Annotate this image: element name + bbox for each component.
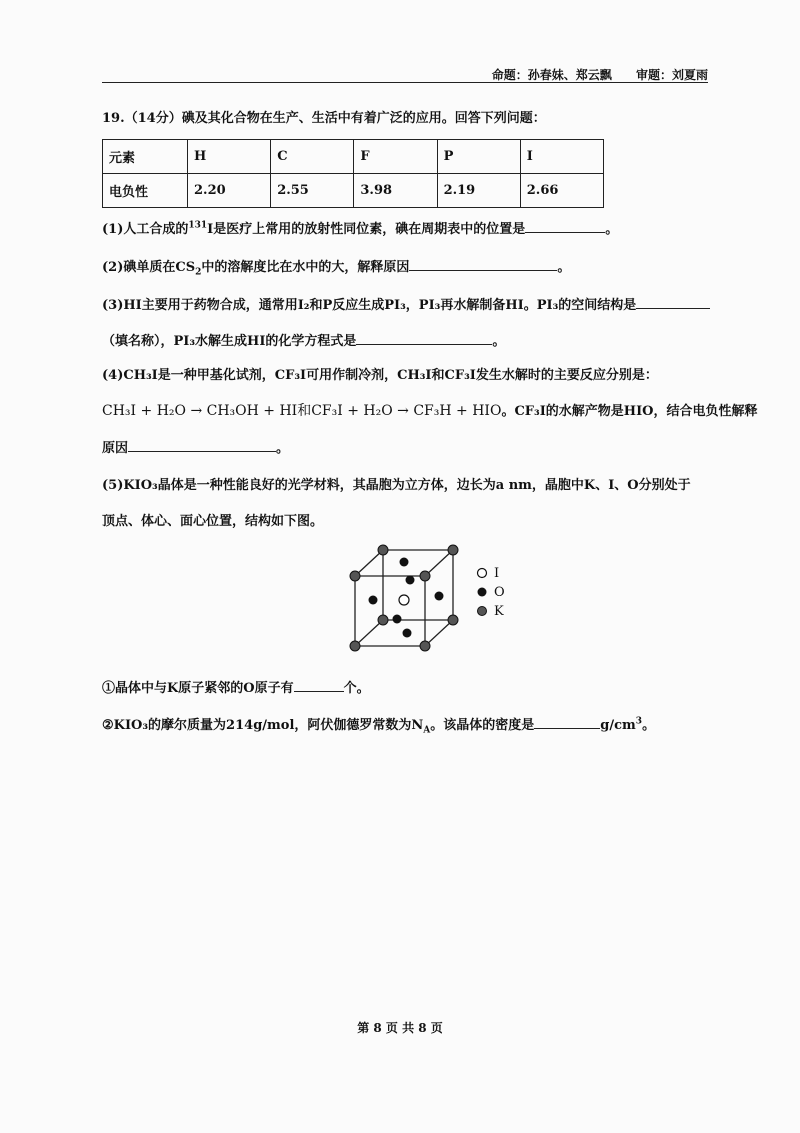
sub2-unit: g/cm (600, 718, 636, 733)
k-atom (350, 571, 360, 581)
table-cell: 2.66 (520, 174, 603, 208)
q2-subscript: 2 (195, 267, 202, 278)
q1-superscript: 131 (188, 220, 208, 231)
q4-line-1 (102, 364, 658, 383)
q3-text-1: (3)HI主要用于药物合成，通常用I₂和P反应生成PI₃，PI₃再水解制备HI。PI₃的空间结构是 (102, 298, 637, 313)
sub1-line (102, 677, 370, 696)
legend-i-marker (478, 569, 487, 578)
legend-i-label: I (494, 566, 500, 581)
header-rule (102, 82, 708, 83)
q4-line-2 (102, 400, 757, 420)
page-footer: 第 8 页 共 8 页 (357, 1021, 443, 1035)
answer-blank[interactable] (534, 716, 600, 729)
answer-blank[interactable] (294, 679, 344, 692)
table-cell: 2.19 (437, 174, 520, 208)
sub2-superscript: 3 (635, 716, 643, 727)
legend-k-label: K (494, 604, 504, 619)
table-cell: F (354, 140, 437, 174)
i-atom (399, 595, 409, 605)
table-cell: I (520, 140, 603, 174)
k-atom (420, 571, 430, 581)
table-row-label: 电负性 (103, 174, 188, 208)
crystal-cell-diagram (345, 540, 525, 660)
electronegativity-table (102, 139, 604, 208)
q3-text-2: （填名称），PI₃水解生成HI的化学方程式是 (102, 334, 357, 349)
q5-text-1: (5)KIO₃晶体是一种性能良好的光学材料，其晶胞为立方体，边长为a nm，晶胞中K、I、O分别处于 (102, 478, 691, 493)
sub1-end: 个。 (343, 681, 370, 696)
question-title (102, 107, 546, 126)
q2-end: 。 (557, 260, 571, 275)
question-intro: 碘及其化合物在生产、生活中有着广泛的应用。回答下列问题： (181, 111, 546, 126)
q2-line (102, 256, 571, 278)
q3-end: 。 (492, 334, 506, 349)
o-atom (400, 558, 409, 567)
table-cell: 3.98 (354, 174, 437, 208)
table-cell: C (271, 140, 354, 174)
q1-text-a: (1)人工合成的 (102, 222, 189, 237)
table-cell: 2.20 (188, 174, 271, 208)
k-atom (420, 641, 430, 651)
table-cell: 2.55 (271, 174, 354, 208)
sub2-text-b: 。该晶体的密度是 (430, 718, 535, 733)
q5-line-2 (102, 510, 323, 529)
header-reviewer: 审题：刘夏雨 (635, 68, 708, 82)
answer-blank[interactable] (356, 332, 492, 345)
o-atom (369, 596, 378, 605)
sub2-subscript: A (423, 725, 431, 736)
table-cell: P (437, 140, 520, 174)
answer-blank[interactable] (636, 296, 710, 309)
table-header-label: 元素 (103, 140, 188, 174)
k-atom (350, 641, 360, 651)
q3-line-1 (102, 294, 710, 313)
o-atom (406, 576, 415, 585)
legend-o-label: O (494, 585, 505, 600)
header-authors: 命题：孙春妹、郑云飘 (491, 68, 612, 82)
answer-blank[interactable] (409, 258, 557, 271)
q5-line-1 (102, 474, 691, 493)
table-row (103, 174, 604, 208)
answer-blank[interactable] (525, 220, 605, 233)
k-atom (378, 545, 388, 555)
sub2-end: 。 (642, 718, 656, 733)
q4-text-3: 原因 (102, 441, 129, 456)
question-number: 19. (102, 111, 125, 126)
sub2-text-a: ②KIO₃的摩尔质量为214g/mol，阿伏伽德罗常数为N (102, 718, 424, 733)
o-atom (435, 592, 444, 601)
q1-end: 。 (605, 222, 619, 237)
sub1-text: ①晶体中与K原子紧邻的O原子有 (102, 681, 294, 696)
q1-text-b: I是医疗上常用的放射性同位素，碘在周期表中的位置是 (207, 222, 526, 237)
q4-text-2: 。CF₃I的水解产物是HIO，结合电负性解释 (501, 404, 758, 419)
q4-text-1: (4)CH₃I是一种甲基化试剂，CF₃I可用作制冷剂，CH₃I和CF₃I发生水解时的主要反应分别是： (102, 368, 658, 383)
q1-line (102, 218, 618, 237)
page-header (102, 66, 708, 83)
table-row (103, 140, 604, 174)
sub2-line (102, 714, 656, 736)
k-atom (448, 545, 458, 555)
q2-text-b: 中的溶解度比在水中的大，解释原因 (201, 260, 410, 275)
k-atom (378, 615, 388, 625)
answer-blank[interactable] (128, 439, 276, 452)
q4-end: 。 (276, 441, 290, 456)
q4-equation: CH₃I + H₂O → CH₃OH + HI和CF₃I + H₂O → CF₃H + HIO (102, 403, 502, 419)
q5-text-2: 顶点、体心、面心位置，结构如下图。 (102, 514, 324, 529)
q3-line-2 (102, 330, 505, 349)
q2-text-a: (2)碘单质在CS (102, 260, 196, 275)
question-score: （14分） (124, 111, 182, 126)
table-cell: H (188, 140, 271, 174)
q4-line-3 (102, 437, 289, 456)
legend-k-marker (478, 607, 487, 616)
o-atom (393, 615, 402, 624)
legend-o-marker (478, 588, 487, 597)
o-atom (403, 629, 412, 638)
k-atom (448, 615, 458, 625)
